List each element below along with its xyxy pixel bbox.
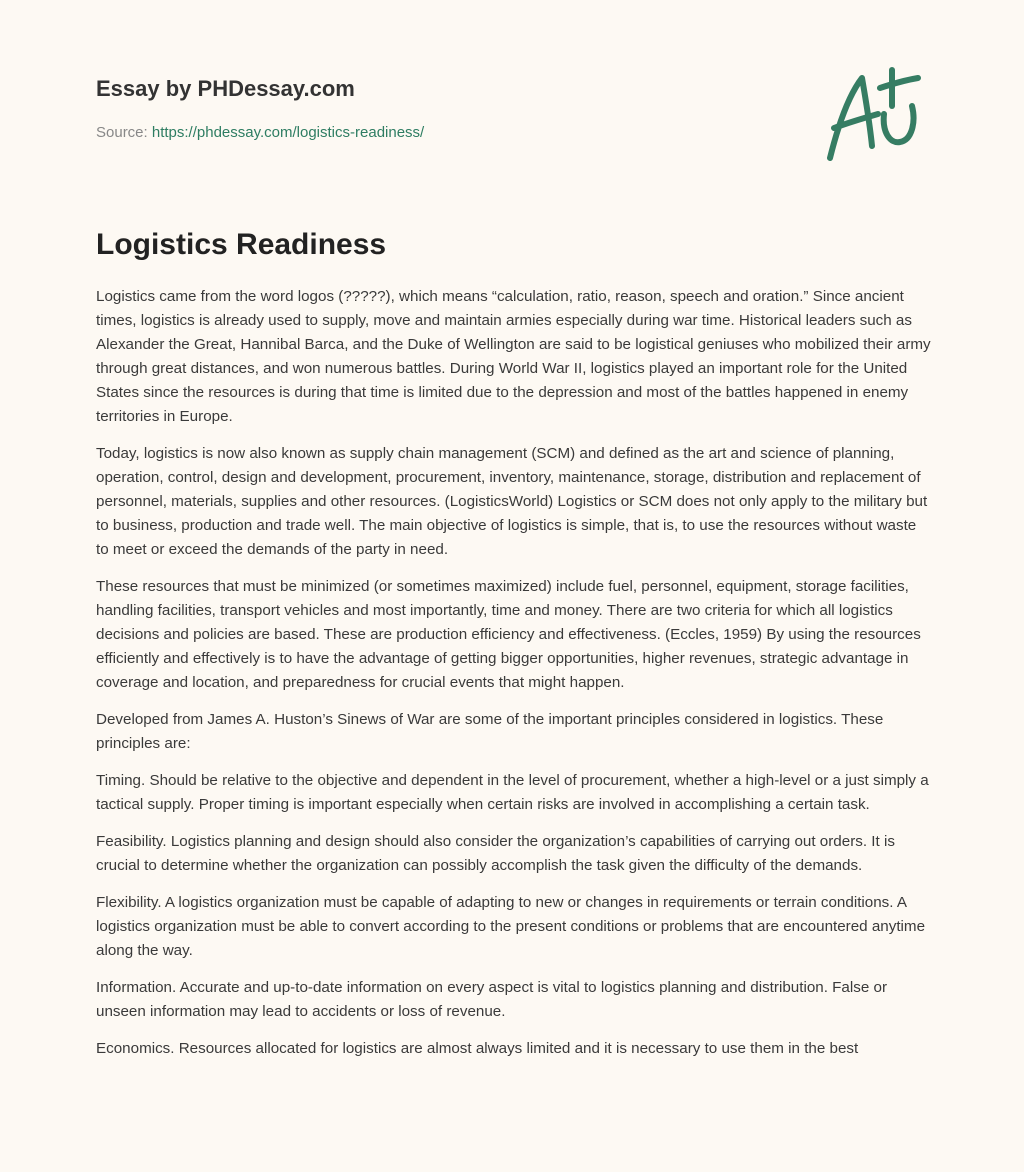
paragraph: These resources that must be minimized (or sometimes maximized) include fuel, personnel, equipment, storage facilities, handling facilities, transport vehicles and most importantly, time and money. There are two criteria for which all logistics decisions and policies are based. These are production efficiency and effectiveness. (Eccles, 1959) By using the resources efficiently and effectively is to have the advantage of getting bigger opportunities, higher revenues, strategic advantage in coverage and location, and preparedness for crucial events that might happen. bbox=[96, 578, 921, 691]
source-line bbox=[96, 124, 424, 141]
paragraph: Feasibility. Logistics planning and design should also consider the organization’s capabilities of carrying out orders. It is crucial to determine whether the organization can possibly accomplish the task given the difficulty of the demands. bbox=[96, 833, 895, 874]
source-label: Source: bbox=[96, 124, 148, 141]
paragraph: Developed from James A. Huston’s Sinews of War are some of the important principles considered in logistics. These principles are: bbox=[96, 711, 884, 752]
essay-body bbox=[96, 285, 931, 1074]
essay-title: Logistics Readiness bbox=[96, 228, 387, 261]
site-title: Essay by PHDessay.com bbox=[96, 76, 355, 101]
page-header bbox=[0, 0, 1024, 190]
paragraph: Logistics came from the word logos (?????), which means “calculation, ratio, reason, speech and oration.” Since ancient times, logistics is already used to supply, move and maintain armies especially during war time. Historical leaders such as Alexander the Great, Hannibal Barca, and the Duke of Wellington are said to be logistical geniuses who mobilized their army through great distances, and won numerous battles. During World War II, logistics played an important role for the United States since the resources is during that time is limited due to the depression and most of the battles happened in enemy territories in Europe. bbox=[96, 288, 931, 425]
paragraph: Information. Accurate and up-to-date information on every aspect is vital to logistics planning and distribution. False or unseen information may lead to accidents or loss of revenue. bbox=[96, 979, 888, 1020]
a-plus-logo-icon bbox=[820, 66, 930, 166]
source-link[interactable]: https://phdessay.com/logistics-readiness/ bbox=[151, 124, 425, 141]
paragraph: Timing. Should be relative to the objective and dependent in the level of procurement, whether a high-level or a just simply a tactical supply. Proper timing is important especially when certain risks are involved in accomplishing a certain task. bbox=[96, 772, 929, 813]
paragraph: Today, logistics is now also known as supply chain management (SCM) and defined as the art and science of planning, operation, control, design and development, procurement, inventory, maintenance, storage, distribution and replacement of personnel, materials, supplies and other resources. (LogisticsWorld) Logistics or SCM does not only apply to the military but to business, production and trade well. The main objective of logistics is simple, that is, to use the resources without waste to meet or exceed the demands of the party in need. bbox=[96, 445, 928, 558]
paragraph: Economics. Resources allocated for logistics are almost always limited and it is necessary to use them in the best bbox=[96, 1040, 859, 1057]
paragraph: Flexibility. A logistics organization must be capable of adapting to new or changes in requirements or terrain conditions. A logistics organization must be able to convert according to the present conditions or problems that are encountered anytime along the way. bbox=[96, 894, 926, 959]
